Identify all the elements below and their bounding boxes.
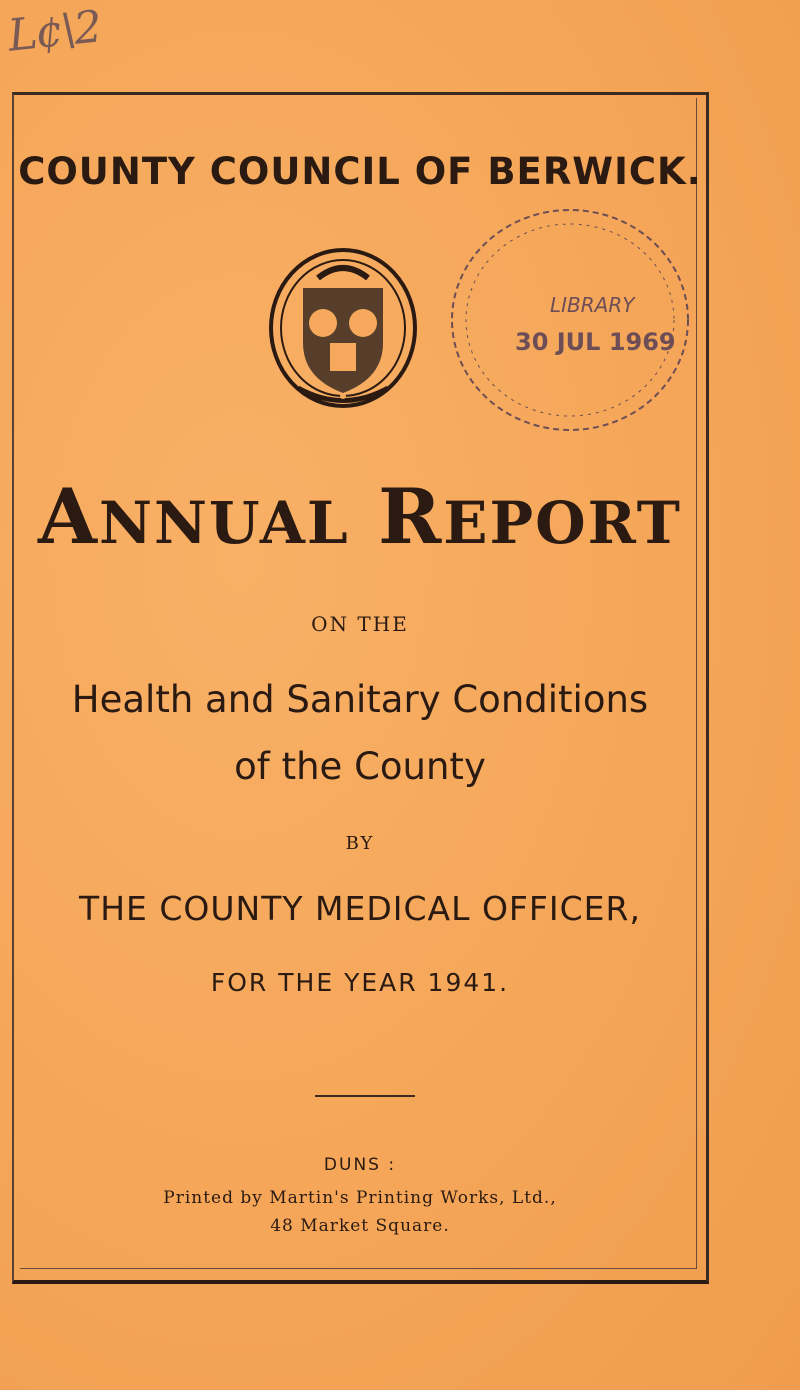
imprint-address: 48 Market Square. xyxy=(270,1216,450,1236)
imprint-place: DUNS : xyxy=(323,1155,397,1175)
stamp-library-text: LIBRARY xyxy=(550,293,635,317)
subject-line-1: Health and Sanitary Conditions xyxy=(71,678,649,721)
page-title: ANNUAL REPORT xyxy=(38,472,682,561)
library-stamp xyxy=(445,200,695,440)
imprint-printer: Printed by Martin's Printing Works, Ltd., xyxy=(163,1188,557,1208)
catalog-handwritten-mark: L¢\2 xyxy=(5,1,103,62)
author-line: THE COUNTY MEDICAL OFFICER, xyxy=(79,889,641,928)
on-the-line: ON THE xyxy=(311,612,409,636)
year-line: FOR THE YEAR 1941. xyxy=(210,968,510,997)
subject-line-2: of the County xyxy=(234,745,486,788)
county-seal-emblem xyxy=(268,248,418,408)
by-line: BY xyxy=(345,833,375,854)
divider-rule xyxy=(315,1095,415,1097)
stamp-date-text: 30 JUL 1969 xyxy=(515,328,676,356)
council-heading: COUNTY COUNCIL OF BERWICK. xyxy=(18,150,702,193)
